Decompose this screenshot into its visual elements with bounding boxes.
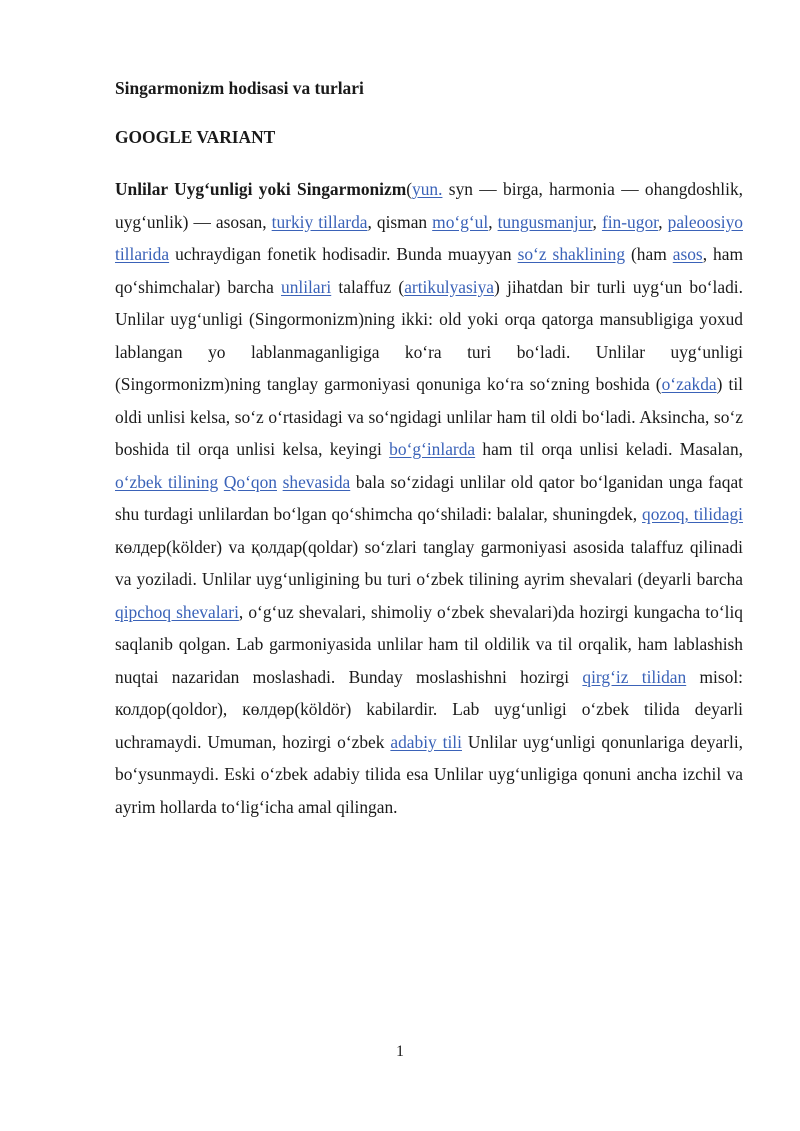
inline-link[interactable]: qirg‘iz tilidan xyxy=(582,666,687,687)
text-run: talaffuz ( xyxy=(331,276,405,297)
text-run: misol: колдор(qoldor), көлдөр(köldör) kabilardir. Lab uyg‘unligi o‘zbek tilida deyarli uchramaydi. Umuman, hozirgi o‘zbek xyxy=(115,666,744,752)
text-run: , xyxy=(488,211,498,232)
inline-link[interactable]: Qo‘qon xyxy=(223,471,277,492)
document-subtitle: GOOGLE VARIANT xyxy=(115,127,276,147)
inline-link[interactable]: yun. xyxy=(412,179,443,199)
text-run: , o‘g‘uz shevalari, shimoliy o‘zbek shevalari)da hozirgi kungacha to‘liq saqlanib qolgan. Lab garmoniyasida unlilar ham til oldilik va til orqalik, ham lablashish nuqtai nazaridan moslashadi. Bunday moslashishni hozirgi xyxy=(115,601,743,687)
inline-link[interactable]: artikulyasiya xyxy=(404,276,495,297)
inline-link[interactable]: so‘z shaklining xyxy=(517,244,626,264)
inline-link[interactable]: paleoosiyo tillarida xyxy=(115,211,743,264)
inline-link[interactable]: asos xyxy=(672,244,703,264)
text-run: , xyxy=(658,211,668,232)
page-number: 1 xyxy=(396,1043,404,1060)
inline-link[interactable]: unlilari xyxy=(281,276,332,297)
text-run: ( xyxy=(406,179,413,199)
text-run: көлдер(kölder) va қолдар(qoldar) so‘zlari tanglay garmoniyasi asosida talaffuz qilinadi va yoziladi. Unlilar uyg‘unligining bu turi o‘zbek tilining ayrim shevalari (deyarli barcha xyxy=(115,536,743,589)
text-run: syn — birga, harmonia — ohangdoshlik, uyg‘unlik) — asosan, xyxy=(115,179,743,232)
inline-link[interactable]: mo‘g‘ul xyxy=(432,211,489,232)
inline-link[interactable]: qipchoq shevalari xyxy=(115,601,239,622)
inline-link[interactable]: tungusmanjur xyxy=(497,211,593,232)
inline-link[interactable]: turkiy tillarda xyxy=(271,211,368,232)
inline-link[interactable]: shevasida xyxy=(282,471,351,492)
document-title: Singarmonizm hodisasi va turlari xyxy=(115,78,364,98)
inline-link[interactable]: adabiy tili xyxy=(390,731,462,752)
inline-link[interactable]: qozoq, tilidagi xyxy=(642,504,743,524)
text-run: , ham qo‘shimchalar) barcha xyxy=(115,244,743,297)
text-run: , qisman xyxy=(367,211,433,232)
text-run: ham til orqa unlisi keladi. Masalan, xyxy=(475,439,743,459)
body-paragraph xyxy=(115,173,743,823)
text-run: Unlilar uyg‘unligi qonunlariga deyarli, bo‘ysunmaydi. Eski o‘zbek adabiy tilida esa Unlilar uyg‘unligiga qonuni ancha izchil va ayrim hollarda to‘lig‘icha amal qilingan. xyxy=(115,731,744,817)
document-page xyxy=(115,76,743,823)
text-run: ) jihatdan bir turli uyg‘un bo‘ladi. Unlilar uyg‘unligi (Singormonizm)ning ikki: old yoki orqa qatorga mansubligiga yoxud lablangan yo lablanmaganligiga ko‘ra turi bo‘ladi. Unlilar uyg‘unligi (Singormonizm)ning tanglay garmoniyasi qonuniga ko‘ra so‘zning boshida ( xyxy=(115,276,743,394)
inline-link[interactable]: fin-ugor xyxy=(601,211,659,232)
text-run: (ham xyxy=(625,244,673,264)
text-run: ) til oldi unlisi kelsa, so‘z o‘rtasidagi va so‘ngidagi unlilar ham til oldi bo‘ladi. Aksincha, so‘z boshida til orqa unlisi kelsa, keyingi xyxy=(115,374,743,459)
text-run: , xyxy=(592,211,602,232)
bold-term: Unlilar Uyg‘unligi yoki Singarmonizm xyxy=(115,179,407,199)
inline-link[interactable]: o‘zbek tilining xyxy=(115,471,219,492)
text-run: bala so‘zidagi unlilar old qator bo‘lganidan unga faqat shu turdagi unlilardan bo‘lgan qo‘shimcha qo‘shiladi: balalar, shuningdek, xyxy=(115,471,743,524)
inline-link[interactable]: bo‘g‘inlarda xyxy=(389,439,476,459)
text-run: uchraydigan fonetik hodisadir. Bunda muayyan xyxy=(169,244,518,264)
inline-link[interactable]: o‘zakda xyxy=(661,374,717,394)
